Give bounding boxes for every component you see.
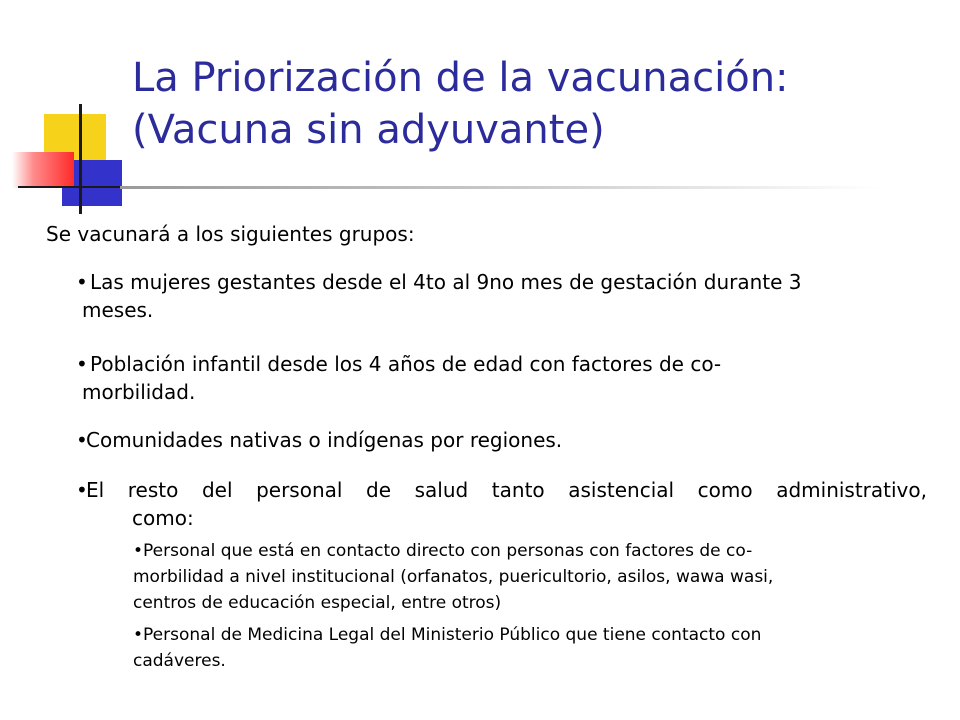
- bullet-text-line: meses.: [82, 298, 154, 322]
- intro-text: Se vacunará a los siguientes grupos:: [46, 222, 415, 246]
- decor-red-square: [12, 152, 74, 188]
- sub-bullet-item: [133, 622, 761, 674]
- bullet-icon: •: [76, 428, 88, 452]
- bullet-item: [76, 426, 562, 454]
- decor-horizontal-line: [18, 186, 120, 188]
- bullet-icon: •: [76, 478, 88, 502]
- bullet-item: [76, 350, 721, 406]
- bullet-icon: •: [76, 352, 88, 376]
- sub-bullet-item: [133, 538, 773, 616]
- sub-bullet-text-line: cadáveres.: [133, 651, 226, 671]
- bullet-item: [76, 268, 802, 324]
- sub-bullet-text-line: •Personal de Medicina Legal del Ministerio Público que tiene contacto con: [133, 625, 762, 645]
- sub-bullet-icon: •: [133, 625, 144, 645]
- bullet-text-line: Población infantil desde los 4 años de edad con factores de co-: [90, 352, 722, 376]
- slide-title: [132, 52, 789, 156]
- bullet-icon: •: [76, 270, 88, 294]
- title-underline: [120, 186, 880, 189]
- slide-title-line-2: (Vacuna sin adyuvante): [132, 107, 605, 153]
- bullet-text-line: Las mujeres gestantes desde el 4to al 9no mes de gestación durante 3: [90, 270, 802, 294]
- sub-bullet-text-line: •Personal que está en contacto directo con personas con factores de co-: [133, 541, 753, 561]
- sub-bullet-text-line: centros de educación especial, entre otros): [133, 593, 502, 613]
- decor-vertical-line: [79, 104, 82, 214]
- slide-title-line-1: La Priorización de la vacunación:: [132, 55, 789, 101]
- bullet-text-line: Comunidades nativas o indígenas por regiones.: [86, 428, 563, 452]
- sub-bullet-text-line: morbilidad a nivel institucional (orfanatos, puericultorio, asilos, wawa wasi,: [133, 567, 774, 587]
- bullet-text-line: como:: [132, 506, 194, 530]
- bullet-text-line: morbilidad.: [82, 380, 196, 404]
- bullet-item: [76, 476, 927, 532]
- bullet-text-line: El resto del personal de salud tanto asistencial como administrativo,: [86, 478, 927, 502]
- sub-bullet-icon: •: [133, 541, 144, 561]
